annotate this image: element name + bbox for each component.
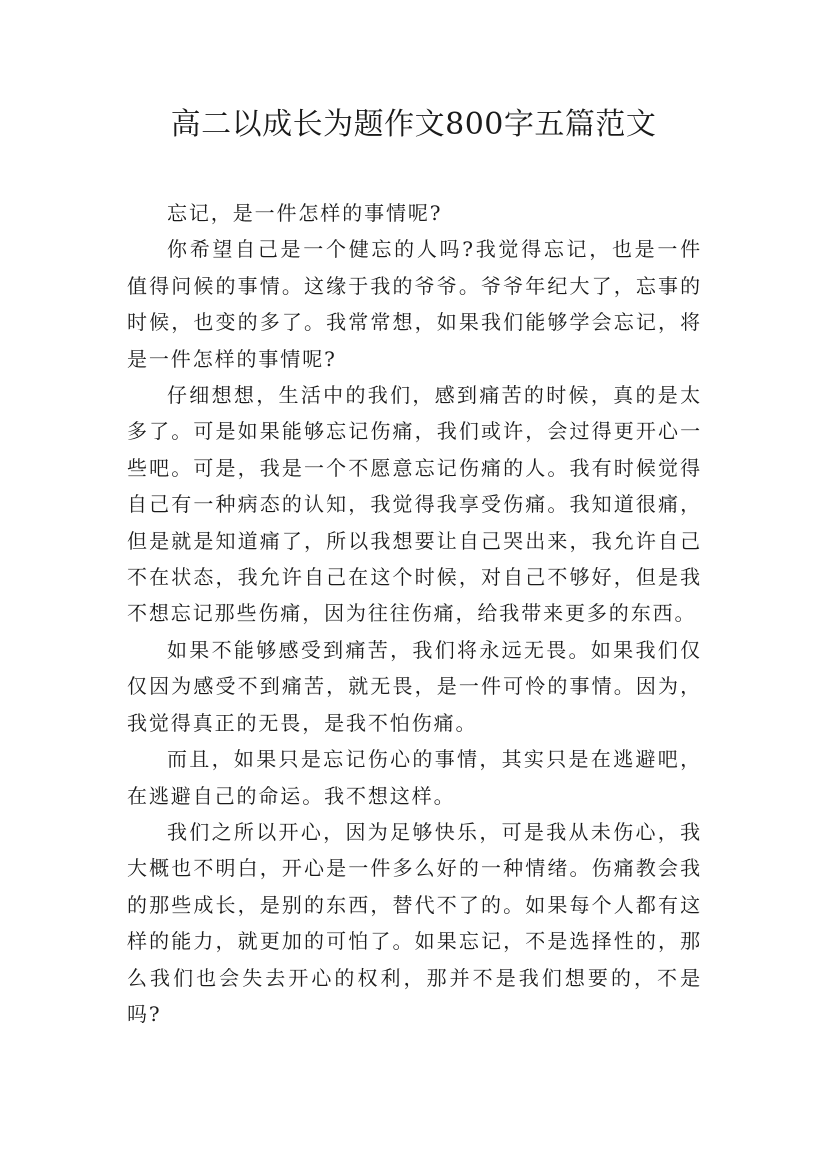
paragraph: 你希望自己是一个健忘的人吗?我觉得忘记，也是一件值得问候的事情。这缘于我的爷爷。爷爷年纪大了，忘事的时候，也变的多了。我常常想，如果我们能够学会忘记，将是一件怎样的事情呢? <box>127 237 702 371</box>
paragraph: 仔细想想，生活中的我们，感到痛苦的时候，真的是太多了。可是如果能够忘记伤痛，我们或许，会过得更开心一些吧。可是，我是一个不愿意忘记伤痛的人。我有时候觉得自己有一种病态的认知，我觉得我享受伤痛。我知道很痛，但是就是知道痛了，所以我想要让自己哭出来，我允许自己不在状态，我允许自己在这个时候，对自己不够好，但是我不想忘记那些伤痛，因为往往伤痛，给我带来更多的东西。 <box>127 383 702 626</box>
document-title: 高二以成长为题作文800字五篇范文 <box>170 107 657 142</box>
document-body <box>127 195 702 1032</box>
paragraph: 而且，如果只是忘记伤心的事情，其实只是在逃避吧，在逃避自己的命运。我不想这样。 <box>127 747 702 808</box>
paragraph: 我们之所以开心，因为足够快乐，可是我从未伤心，我大概也不明白，开心是一件多么好的一种情绪。伤痛教会我的那些成长，是别的东西，替代不了的。如果每个人都有这样的能力，就更加的可怕了。如果忘记，不是选择性的，那么我们也会失去开心的权利，那并不是我们想要的，不是吗? <box>127 819 702 1026</box>
paragraph: 忘记，是一件怎样的事情呢? <box>167 201 443 225</box>
paragraph: 如果不能够感受到痛苦，我们将永远无畏。如果我们仅仅因为感受不到痛苦，就无畏，是一件可怜的事情。因为，我觉得真正的无畏，是我不怕伤痛。 <box>127 637 702 735</box>
